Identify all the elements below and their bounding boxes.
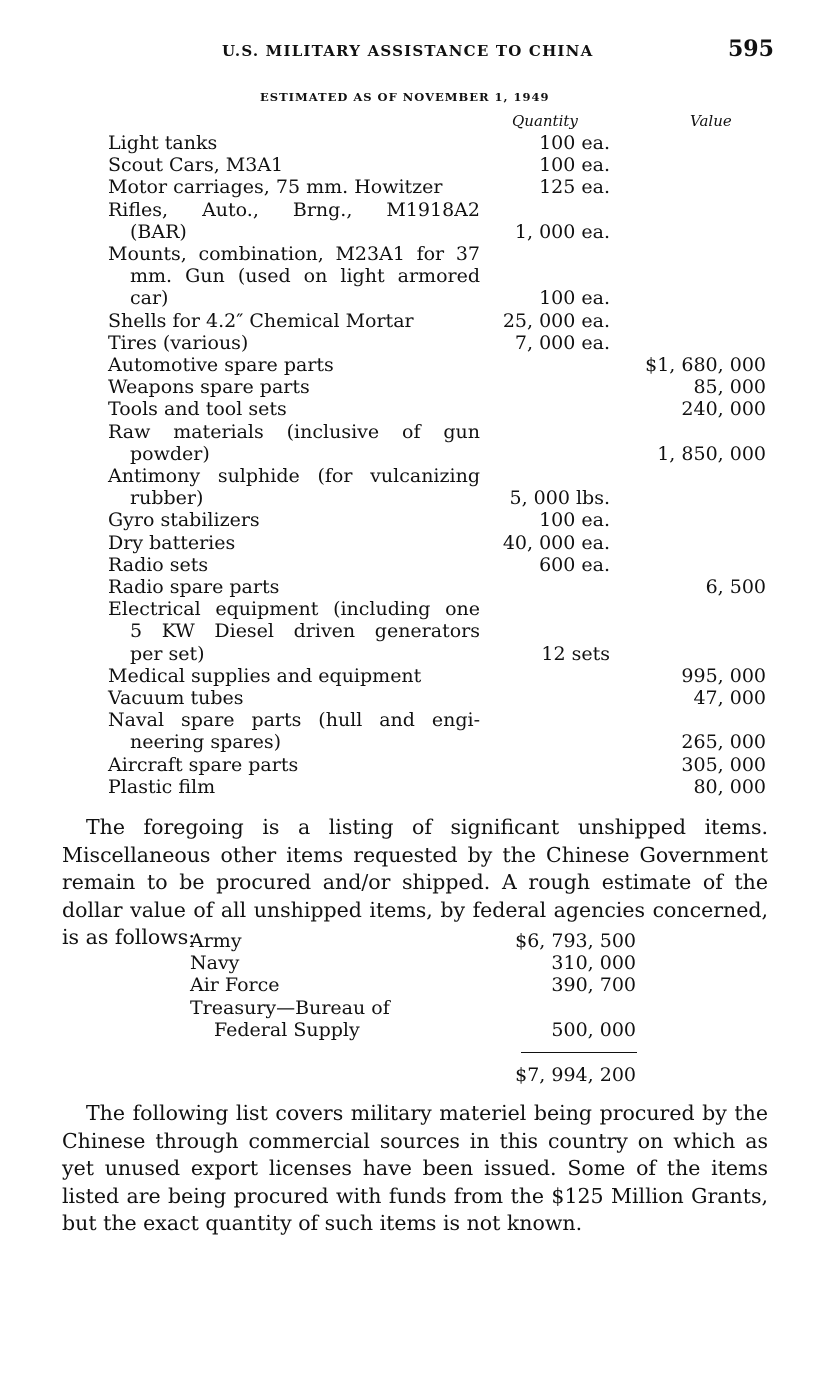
- item-name-line: mm. Gun (used on light armored: [130, 265, 480, 288]
- table-row: [0, 754, 838, 776]
- quantity-column-header: Quantity: [512, 112, 578, 130]
- item-name: [108, 199, 480, 243]
- item-name-line: Electrical equipment (including one: [108, 598, 480, 621]
- item-name-line: Scout Cars, M3A1: [108, 154, 284, 177]
- item-name: [108, 576, 480, 598]
- item-value: 240, 000: [681, 398, 766, 421]
- item-value: 6, 500: [705, 576, 766, 599]
- item-name-line: Naval spare parts (hull and engi-: [108, 709, 480, 732]
- item-quantity: 100 ea.: [539, 132, 610, 154]
- item-name-line: Medical supplies and equipment: [108, 664, 422, 687]
- item-name-line: neering spares): [130, 731, 282, 754]
- agency-amount: 310, 000: [551, 952, 636, 975]
- table-row: [0, 709, 838, 753]
- item-name: [108, 154, 480, 176]
- agency-row: [0, 1019, 838, 1041]
- item-quantity: 100 ea.: [539, 509, 610, 532]
- table-row: [0, 687, 838, 709]
- item-value: 305, 000: [681, 753, 766, 776]
- item-name-line: Raw materials (inclusive of gun: [108, 420, 480, 443]
- table-row: [0, 332, 838, 354]
- table-subheading: ESTIMATED AS OF NOVEMBER 1, 1949: [260, 90, 550, 104]
- running-head: [0, 36, 838, 66]
- item-name-line: (BAR): [130, 220, 187, 243]
- table-row: [0, 398, 838, 420]
- agency-row: [0, 997, 838, 1019]
- item-name: [108, 665, 480, 687]
- materiel-table: [0, 132, 838, 798]
- agency-total: $7, 994, 200: [515, 1064, 636, 1086]
- running-title: U.S. MILITARY ASSISTANCE TO CHINA: [222, 42, 594, 60]
- item-quantity: 600 ea.: [539, 553, 610, 576]
- item-name-line: Mounts, combination, M23A1 for 37: [108, 243, 480, 266]
- item-name: [108, 509, 480, 531]
- table-row: [0, 465, 838, 509]
- item-name: [108, 132, 480, 154]
- value-column-header: Value: [690, 112, 732, 130]
- item-value: 995, 000: [681, 664, 766, 687]
- item-name-line: Shells for 4.2″ Chemical Mortar: [108, 309, 414, 332]
- item-name: [108, 598, 480, 665]
- item-name-line: Rifles, Auto., Brng., M1918A2: [108, 198, 480, 221]
- item-name-line: Plastic film: [108, 775, 216, 798]
- item-quantity: 40, 000 ea.: [502, 531, 610, 554]
- item-name: [108, 354, 480, 376]
- item-name: [108, 687, 480, 709]
- table-row: [0, 665, 838, 687]
- item-name-line: Light tanks: [108, 132, 218, 154]
- agency-label: Federal Supply: [214, 1018, 360, 1041]
- item-value: 265, 000: [681, 731, 766, 754]
- item-quantity: 1, 000 ea.: [514, 220, 610, 243]
- agency-summary: [0, 930, 838, 1041]
- agency-label: Treasury—Bureau of: [190, 996, 390, 1019]
- item-quantity: 12 sets: [541, 642, 610, 665]
- item-name-line: Tires (various): [108, 331, 249, 354]
- table-row: [0, 154, 838, 176]
- agency-amount: $6, 793, 500: [515, 930, 636, 952]
- table-row: [0, 132, 838, 154]
- item-name-line: Dry batteries: [108, 531, 236, 554]
- item-name: [108, 376, 480, 398]
- paragraph-commercial: The following list covers military materiel being procured by the Chinese through commercial sources in this country on which as yet unused export licenses have been issued. Some of the items listed are being procured with funds from the $125 Million Grants, but the exact quantity of such items is not known.: [62, 1101, 768, 1236]
- agency-row: [0, 974, 838, 996]
- item-name-line: car): [130, 287, 169, 310]
- table-row: [0, 598, 838, 665]
- item-name: [108, 554, 480, 576]
- item-name-line: powder): [130, 442, 210, 465]
- item-name-line: per set): [130, 642, 205, 665]
- item-name: [108, 465, 480, 509]
- item-quantity: 100 ea.: [539, 154, 610, 177]
- item-name: [108, 532, 480, 554]
- item-name-line: 5 KW Diesel driven generators: [130, 620, 480, 643]
- item-value: 80, 000: [693, 775, 766, 798]
- table-row: [0, 243, 838, 310]
- table-row: [0, 310, 838, 332]
- item-name: [108, 421, 480, 465]
- item-quantity: 25, 000 ea.: [502, 309, 610, 332]
- item-name: [108, 310, 480, 332]
- item-name-line: Gyro stabilizers: [108, 509, 260, 532]
- item-name-line: Radio spare parts: [108, 576, 280, 599]
- agency-amount: 390, 700: [551, 974, 636, 997]
- item-name-line: Aircraft spare parts: [108, 753, 299, 776]
- item-quantity: 5, 000 lbs.: [509, 487, 610, 510]
- agency-amount: 500, 000: [551, 1018, 636, 1041]
- table-row: [0, 199, 838, 243]
- item-name-line: Motor carriages, 75 mm. Howitzer: [108, 176, 443, 199]
- item-quantity: 125 ea.: [539, 176, 610, 199]
- item-name-line: Automotive spare parts: [108, 354, 334, 377]
- item-name: [108, 332, 480, 354]
- item-name-line: Vacuum tubes: [108, 687, 244, 710]
- table-row: [0, 776, 838, 798]
- table-row: [0, 554, 838, 576]
- item-name-line: rubber): [130, 487, 204, 510]
- item-name-line: Weapons spare parts: [108, 376, 310, 399]
- item-value: 1, 850, 000: [657, 442, 766, 465]
- agency-label: Army: [190, 930, 242, 952]
- table-row: [0, 576, 838, 598]
- agency-label: Navy: [190, 952, 240, 975]
- item-value: 47, 000: [693, 687, 766, 710]
- total-rule: [521, 1052, 637, 1053]
- item-name: [108, 398, 480, 420]
- item-name: [108, 243, 480, 310]
- agency-label: Air Force: [190, 974, 280, 997]
- item-quantity: 100 ea.: [539, 287, 610, 310]
- item-name-line: Antimony sulphide (for vulcanizing: [108, 465, 480, 488]
- item-name: [108, 754, 480, 776]
- table-row: [0, 509, 838, 531]
- item-name: [108, 776, 480, 798]
- item-name-line: Tools and tool sets: [108, 398, 287, 421]
- table-row: [0, 421, 838, 465]
- item-name: [108, 709, 480, 753]
- item-name-line: Radio sets: [108, 553, 209, 576]
- item-value: 85, 000: [693, 376, 766, 399]
- paragraph-unshipped: The foregoing is a listing of significant unshipped items. Miscellaneous other items requested by the Chinese Government remain to be procured and/or shipped. A rough estimate of the dollar value of all unshipped items, by federal agencies concerned, is as follows:: [62, 815, 768, 950]
- agency-row: [0, 930, 838, 952]
- item-name: [108, 176, 480, 198]
- table-row: [0, 354, 838, 376]
- agency-row: [0, 952, 838, 974]
- table-row: [0, 376, 838, 398]
- item-value: $1, 680, 000: [645, 354, 766, 377]
- page-number: 595: [728, 36, 774, 62]
- table-row: [0, 532, 838, 554]
- item-quantity: 7, 000 ea.: [514, 331, 610, 354]
- table-row: [0, 176, 838, 198]
